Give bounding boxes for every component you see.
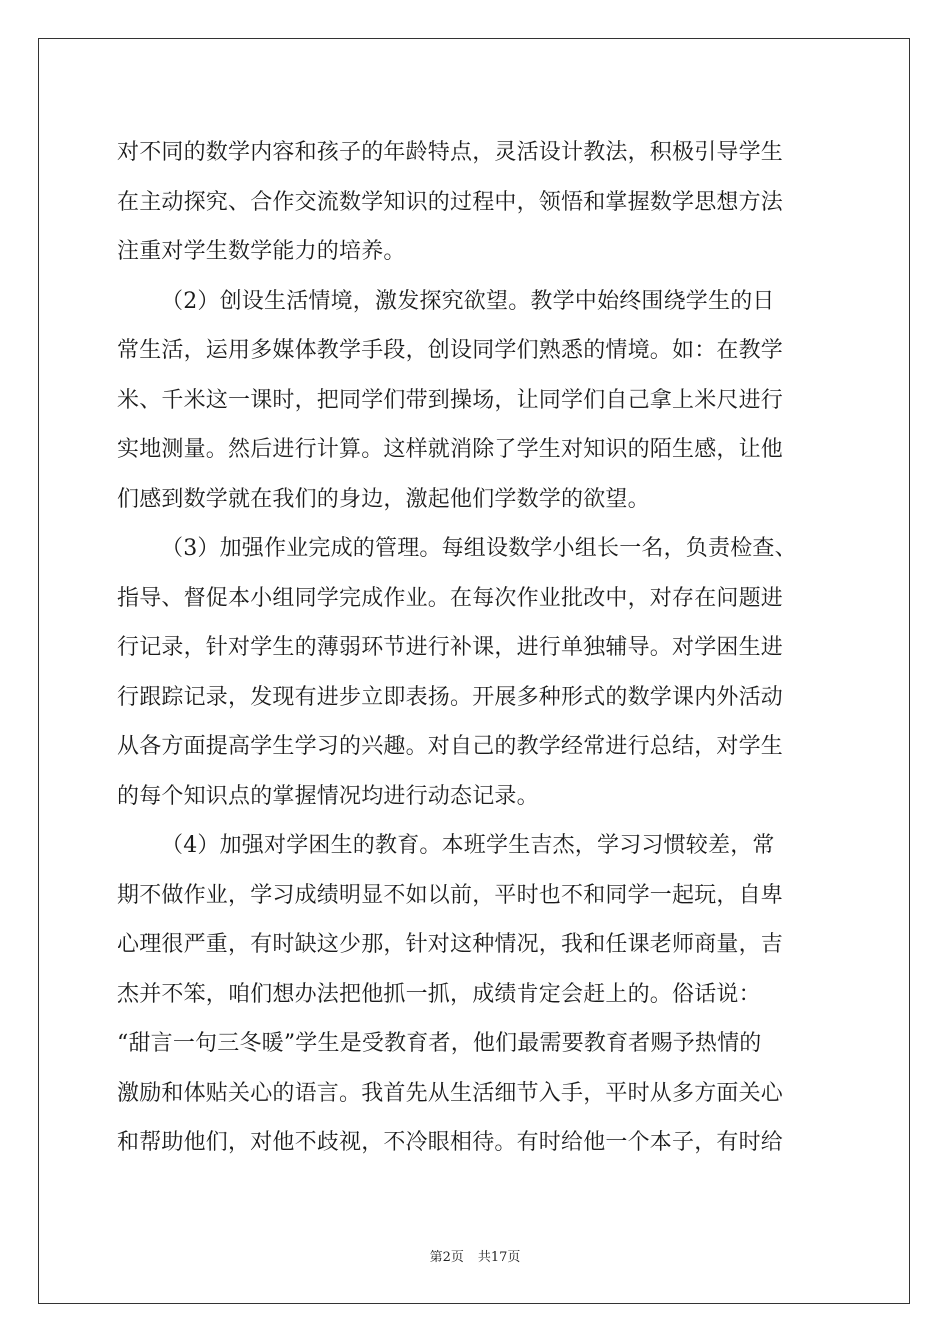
text-line: 对不同的数学内容和孩子的年龄特点，灵活设计教法，积极引导学生 (117, 140, 784, 165)
text-line: 激励和体贴关心的语言。我首先从生活细节入手，平时从多方面关心 (117, 1080, 784, 1106)
text-line: 行跟踪记录，发现有进步立即表扬。开展多种形式的数学课内外活动 (117, 684, 784, 710)
paragraph-first-line: （3）加强作业完成的管理。每组设数学小组长一名，负责检查、 (161, 536, 797, 561)
page-number: 第2页 (429, 1250, 464, 1265)
text-line: 的每个知识点的掌握情况均进行动态记录。 (117, 783, 539, 809)
text-line: 和帮助他们，对他不歧视，不冷眼相待。有时给他一个本子，有时给 (117, 1130, 784, 1155)
text-line: 从各方面提高学生学习的兴趣。对自己的教学经常进行总结，对学生 (117, 734, 784, 759)
page-footer (0, 1246, 950, 1265)
text-line: 米、千米这一课时，把同学们带到操场，让同学们自己拿上米尺进行 (117, 387, 784, 413)
text-line: 期不做作业，学习成绩明显不如以前，平时也不和同学一起玩，自卑 (117, 882, 784, 908)
text-line: 注重对学生数学能力的培养。 (117, 239, 406, 264)
text-line: 实地测量。然后进行计算。这样就消除了学生对知识的陌生感，让他 (117, 437, 784, 462)
text-line: 们感到数学就在我们的身边，激起他们学数学的欲望。 (117, 486, 650, 512)
text-line: “甜言一句三冬暖”学生是受教育者，他们最需要教育者赐予热情的 (117, 1031, 762, 1056)
text-line: 指导、督促本小组同学完成作业。在每次作业批改中，对存在问题进 (117, 585, 784, 611)
text-line: 心理很严重，有时缺这少那，针对这种情况，我和任课老师商量，吉 (117, 932, 784, 957)
text-line: 常生活，运用多媒体教学手段，创设同学们熟悉的情境。如：在教学 (117, 338, 784, 363)
text-line: 杰并不笨，咱们想办法把他抓一抓，成绩肯定会赶上的。俗话说： (117, 981, 761, 1007)
text-line: 行记录，针对学生的薄弱环节进行补课，进行单独辅导。对学困生进 (117, 635, 784, 660)
document-body (117, 128, 833, 1168)
paragraph-first-line: （2）创设生活情境，激发探究欲望。教学中始终围绕学生的日 (161, 288, 775, 314)
text-line: 在主动探究、合作交流数学知识的过程中，领悟和掌握数学思想方法 (117, 189, 784, 215)
paragraph-first-line: （4）加强对学困生的教育。本班学生吉杰，学习习惯较差，常 (161, 833, 775, 858)
total-pages: 共17页 (477, 1250, 521, 1265)
